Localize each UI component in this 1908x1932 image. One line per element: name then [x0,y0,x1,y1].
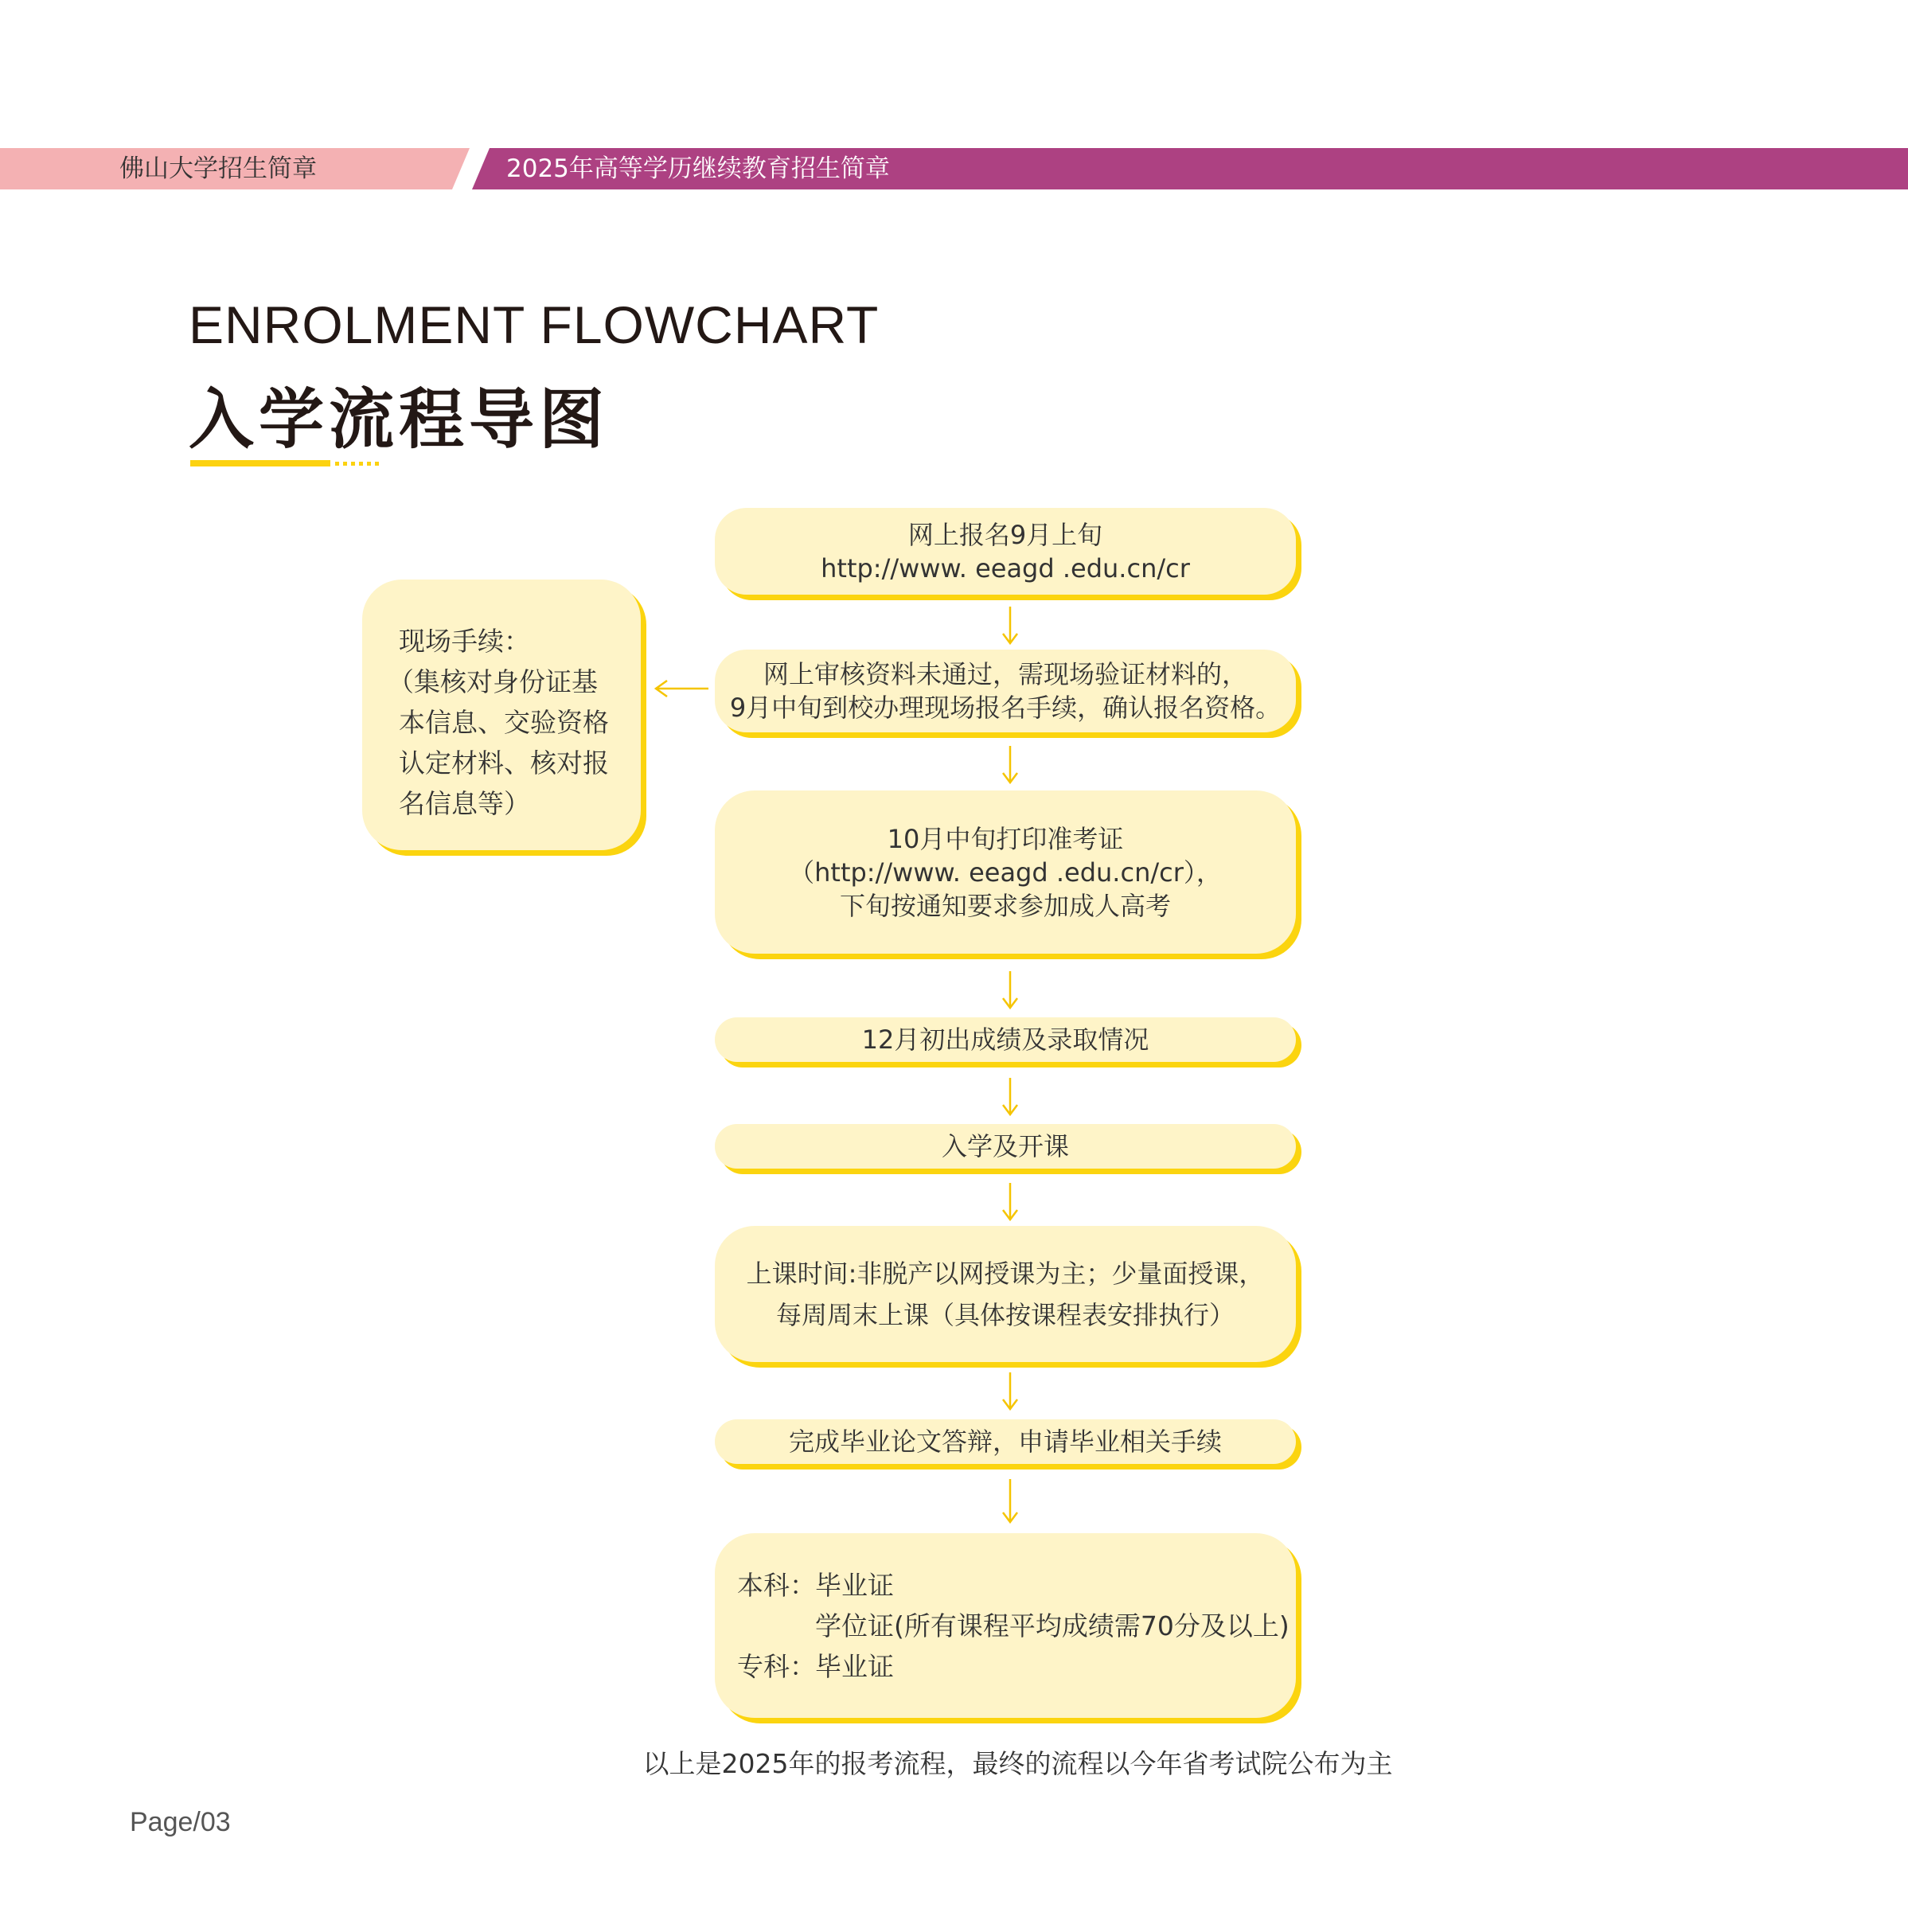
onsite-line: （集核对身份证基 [388,666,598,697]
step-line: 下旬按通知要求参加成人高考 [839,890,1171,921]
onsite-line: 本信息、交验资格 [399,707,609,738]
bachelor-item: 毕业证 [815,1569,894,1601]
arrow-down-icon [1000,1076,1020,1118]
bachelor-item: 学位证(所有课程平均成绩需70分及以上) [815,1610,1290,1641]
spacer [737,1606,815,1646]
bachelor-label: 本科： [737,1569,816,1601]
arrow-down-icon [1000,1181,1020,1223]
flow-step-online-registration [715,508,1296,595]
arrow-left-icon [651,678,710,699]
flow-step-class-schedule [715,1226,1296,1362]
step-line: 网上报名9月上旬 [907,519,1103,550]
arrow-down-icon [1000,1477,1020,1525]
title-underline [190,460,330,466]
page-number: Page/03 [130,1807,231,1837]
arrow-down-icon [1000,744,1020,786]
associate-item: 毕业证 [815,1650,894,1682]
onsite-line: 认定材料、核对报 [399,747,609,779]
step-line: 每周周末上课（具体按课程表安排执行） [775,1299,1235,1330]
step-line: （http://www. eeagd .edu.cn/cr）， [789,857,1222,888]
step-line: 上课时间:非脱产以网授课为主；少量面授课， [746,1258,1265,1289]
header-right-title: 2025年高等学历继续教育招生简章 [506,154,890,183]
associate-label: 专科： [737,1650,816,1682]
flow-step-graduation-thesis [715,1419,1296,1464]
step-line: 12月初出成绩及录取情况 [861,1025,1149,1055]
bachelor-row-2 [737,1606,1290,1646]
flow-step-certificates [715,1533,1296,1718]
step-line: http://www. eeagd .edu.cn/cr [821,552,1190,584]
onsite-procedure-box [362,580,641,850]
flow-step-onsite-verification [715,650,1296,732]
bachelor-row [737,1565,894,1606]
page-title-english: ENROLMENT FLOWCHART [189,295,880,354]
page-title-chinese: 入学流程导图 [189,382,610,458]
flow-step-admission-ticket [715,790,1296,954]
step-line: 9月中旬到校办理现场报名手续，确认报名资格。 [729,693,1282,723]
step-line: 10月中旬打印准考证 [887,823,1124,854]
onsite-line: 名信息等） [399,788,530,819]
step-line: 完成毕业论文答辩，申请毕业相关手续 [788,1427,1222,1457]
header-left-title: 佛山大学招生简章 [119,154,317,183]
arrow-down-icon [1000,970,1020,1011]
step-line: 网上审核资料未通过，需现场验证材料的， [763,659,1247,689]
flow-step-results [715,1017,1296,1062]
arrow-down-icon [1000,605,1020,646]
footnote: 以上是2025年的报考流程，最终的流程以今年省考试院公布为主 [642,1748,1393,1779]
title-underline-dots [335,462,380,466]
step-line: 入学及开课 [941,1131,1069,1161]
associate-row [737,1646,894,1687]
flow-step-enrollment [715,1124,1296,1169]
arrow-down-icon [1000,1371,1020,1412]
onsite-line: 现场手续： [399,626,530,657]
